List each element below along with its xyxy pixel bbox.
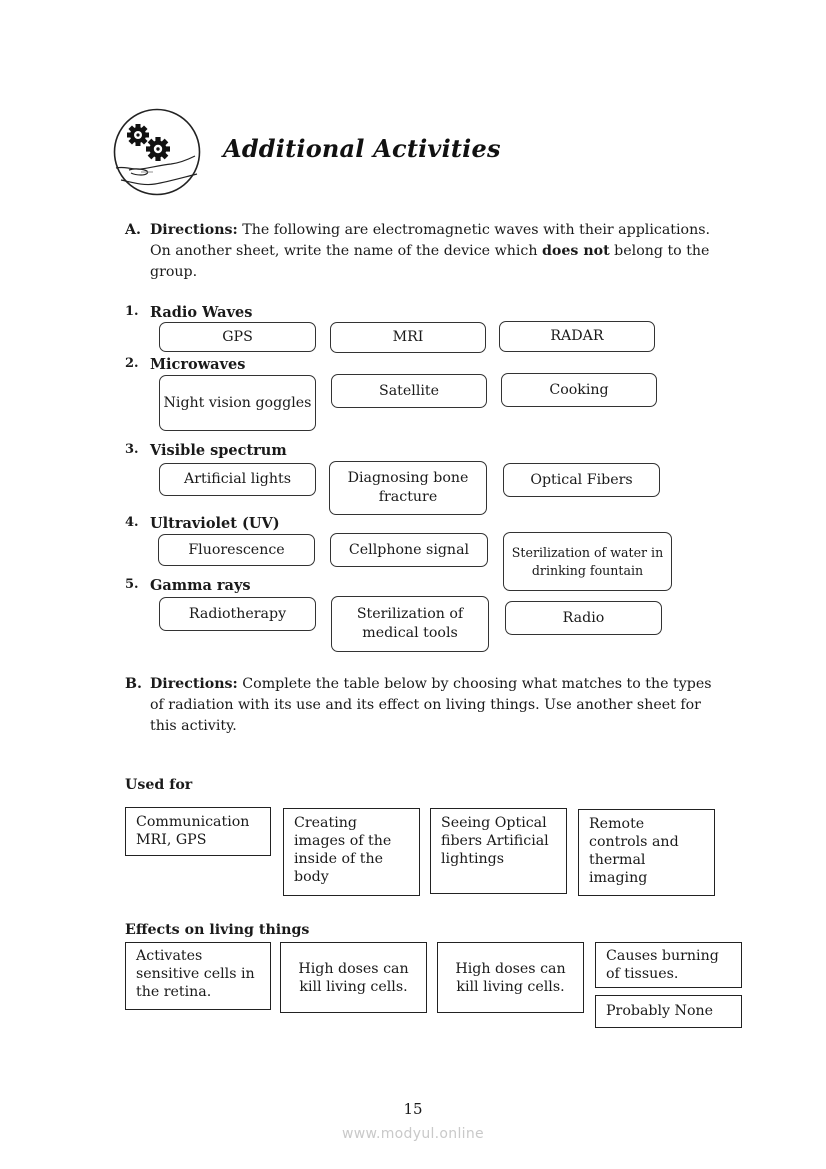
item-label: Microwaves	[150, 356, 246, 373]
directions-label: Directions:	[150, 676, 238, 692]
effects-cell: High doses can kill living cells.	[437, 942, 584, 1013]
item-label: Visible spectrum	[150, 442, 287, 459]
used-for-cell: Seeing Optical fibers Artificial lightings	[430, 808, 567, 894]
page-number: 15	[403, 1100, 423, 1118]
used-for-cell: Creating images of the inside of the body	[283, 808, 420, 896]
option-box: Optical Fibers	[503, 463, 660, 497]
option-box: Cellphone signal	[330, 533, 488, 567]
used-for-cell: Remote controls and thermal imaging	[578, 809, 715, 896]
directions-text: The following are electromagnetic waves with their applications. On another sheet, write the name of the device which	[150, 222, 710, 259]
option-box: Artificial lights	[159, 463, 316, 496]
used-for-heading: Used for	[125, 777, 193, 793]
effects-cell: High doses can kill living cells.	[280, 942, 427, 1013]
option-box: GPS	[159, 322, 316, 352]
effects-heading: Effects on living things	[125, 922, 310, 938]
directions-label: Directions:	[150, 222, 238, 238]
option-box: Radio	[505, 601, 662, 635]
item-number: 4.	[125, 515, 139, 530]
item-label: Ultraviolet (UV)	[150, 515, 280, 532]
item-number: 3.	[125, 442, 139, 457]
option-box: Radiotherapy	[159, 597, 316, 631]
effects-cell: Causes burning of tissues.	[595, 942, 742, 988]
option-box: Diagnosing bone fracture	[329, 461, 487, 515]
item-label: Radio Waves	[150, 304, 253, 321]
item-number: 2.	[125, 356, 139, 371]
item-number: 1.	[125, 304, 139, 319]
effects-cell: Activates sensitive cells in the retina.	[125, 942, 271, 1010]
gears-in-hand-icon	[113, 108, 201, 196]
effects-cell: Probably None	[595, 995, 742, 1028]
item-number: 5.	[125, 577, 139, 592]
option-box: Sterilization of water in drinking fountain	[503, 532, 672, 591]
directions-emphasis: does not	[542, 242, 610, 259]
option-box: Night vision goggles	[159, 375, 316, 431]
part-b-letter: B.	[125, 676, 142, 692]
page-title: Additional Activities	[223, 134, 501, 163]
watermark: www.modyul.online	[342, 1126, 484, 1142]
part-a-directions	[125, 220, 729, 282]
used-for-cell: Communication MRI, GPS	[125, 807, 271, 856]
directions-text-end: belong to the group.	[150, 242, 710, 280]
option-box: MRI	[330, 322, 486, 353]
option-box: RADAR	[499, 321, 655, 352]
part-b-directions	[125, 674, 729, 736]
option-box: Cooking	[501, 373, 657, 407]
option-box: Sterilization of medical tools	[331, 596, 489, 652]
option-box: Satellite	[331, 374, 487, 408]
part-a-letter: A.	[125, 222, 141, 238]
option-box: Fluorescence	[158, 534, 315, 566]
item-label: Gamma rays	[150, 577, 251, 594]
directions-text: Complete the table below by choosing what matches to the types of radiation with its use and its effect on living things. Use another sheet for this activity.	[150, 676, 712, 734]
